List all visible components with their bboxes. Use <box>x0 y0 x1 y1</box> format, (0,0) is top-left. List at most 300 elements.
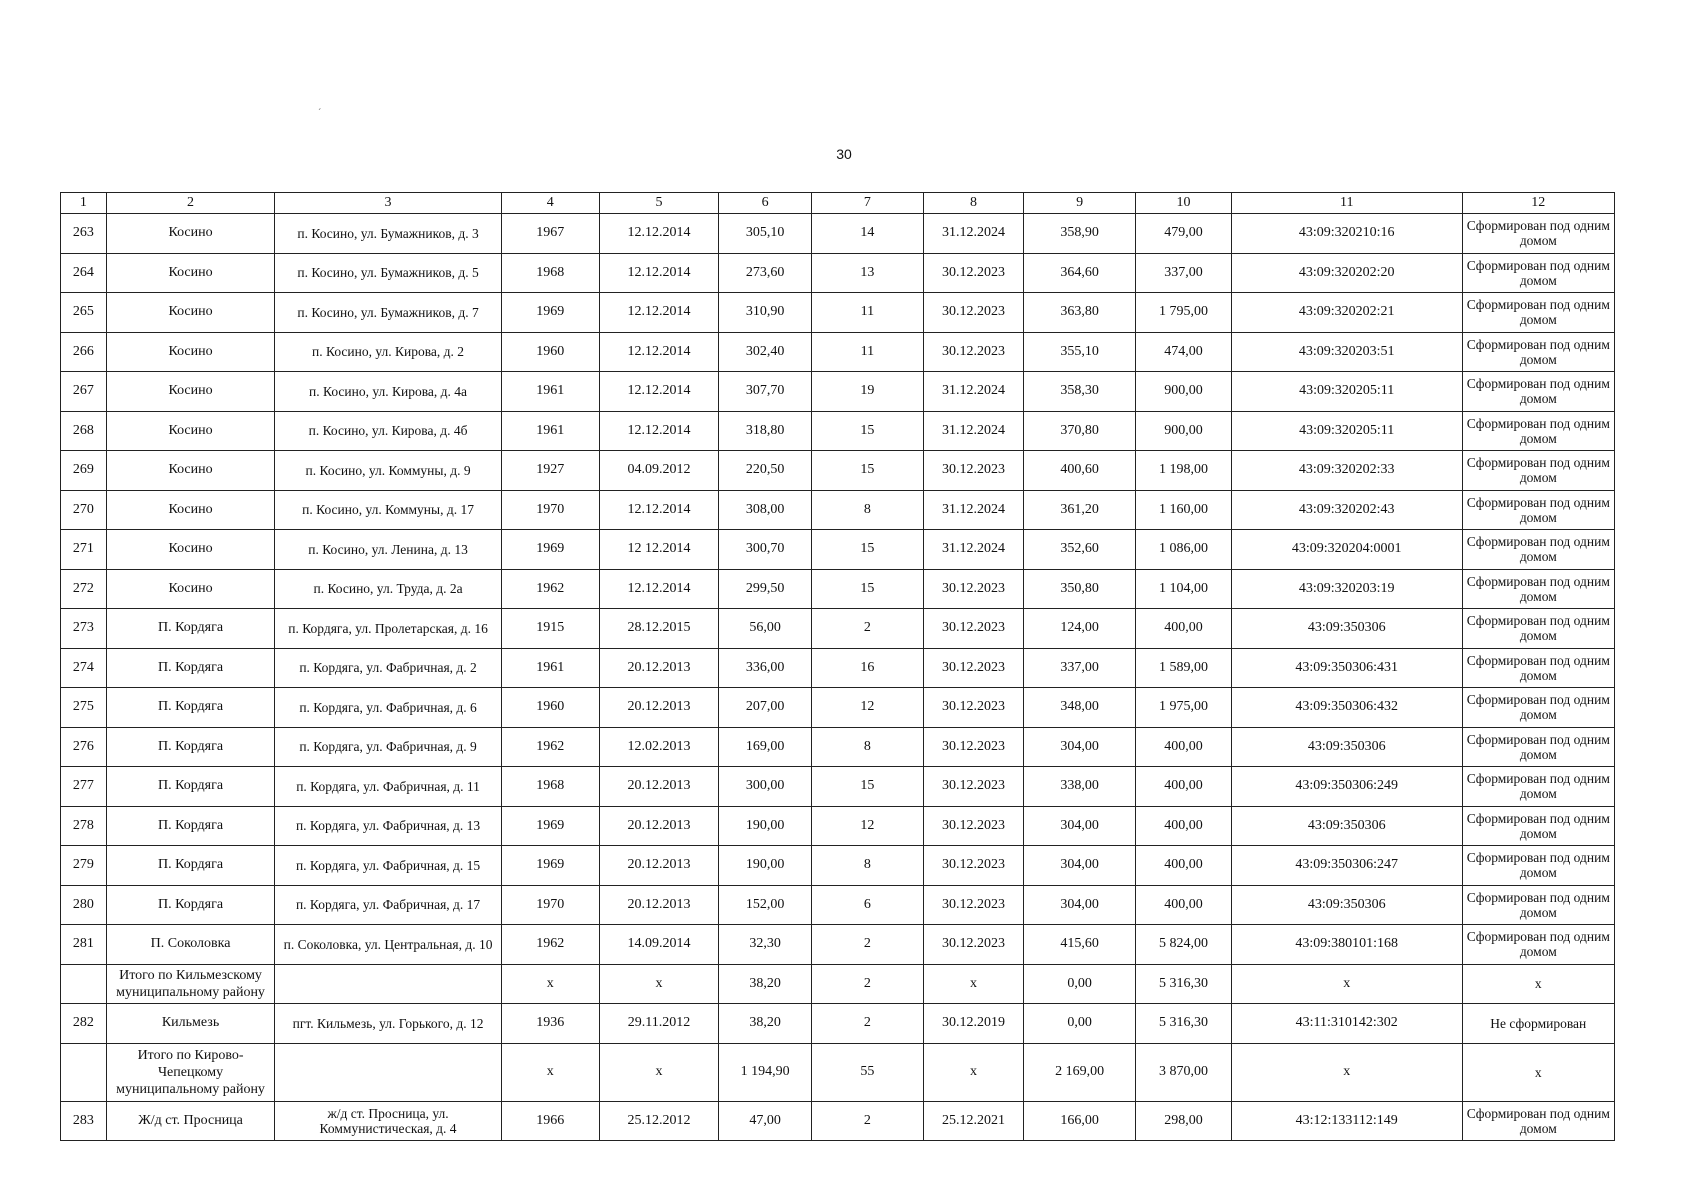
page-number: 30 <box>836 146 852 162</box>
cell-address: п. Косино, ул. Кирова, д. 4а <box>275 372 501 412</box>
cell-value9: 304,00 <box>1024 885 1136 925</box>
cell-cadastral: 43:11:310142:302 <box>1231 1004 1462 1044</box>
cell-cadastral: 43:09:320202:21 <box>1231 293 1462 333</box>
cell-value9: 304,00 <box>1024 727 1136 767</box>
cell-settlement: Кильмезь <box>106 1004 275 1044</box>
cell-no: 268 <box>61 411 107 451</box>
cell-no: 274 <box>61 648 107 688</box>
cell-status: Сформирован под одним домом <box>1462 372 1614 412</box>
cell-no: 269 <box>61 451 107 491</box>
cell-status: Сформирован под одним домом <box>1462 885 1614 925</box>
cell-count: 15 <box>811 411 923 451</box>
cell-count: 8 <box>811 727 923 767</box>
cell-date: x <box>599 964 719 1004</box>
cell-area: 169,00 <box>719 727 812 767</box>
cell-cadastral: 43:09:350306:247 <box>1231 846 1462 886</box>
column-header-5: 5 <box>599 193 719 214</box>
cell-cadastral: 43:09:350306:432 <box>1231 688 1462 728</box>
column-header-1: 1 <box>61 193 107 214</box>
cell-address: п. Кордяга, ул. Фабричная, д. 11 <box>275 767 501 807</box>
cell-cadastral: 43:12:133112:149 <box>1231 1101 1462 1141</box>
cell-no: 276 <box>61 727 107 767</box>
cell-deadline: x <box>923 964 1023 1004</box>
cell-address: пгт. Кильмезь, ул. Горького, д. 12 <box>275 1004 501 1044</box>
cell-value10: 5 824,00 <box>1136 925 1232 965</box>
cell-settlement: П. Кордяга <box>106 767 275 807</box>
cell-address: п. Косино, ул. Кирова, д. 4б <box>275 411 501 451</box>
cell-value10: 400,00 <box>1136 609 1232 649</box>
cell-year: 1961 <box>501 411 599 451</box>
table-row <box>61 490 1615 530</box>
cell-cadastral: x <box>1231 1043 1462 1101</box>
cell-address: п. Соколовка, ул. Центральная, д. 10 <box>275 925 501 965</box>
cell-deadline: 30.12.2023 <box>923 253 1023 293</box>
cell-status: Сформирован под одним домом <box>1462 253 1614 293</box>
cell-value10: 400,00 <box>1136 885 1232 925</box>
table-row <box>61 451 1615 491</box>
cell-value10: 5 316,30 <box>1136 1004 1232 1044</box>
cell-year: 1966 <box>501 1101 599 1141</box>
cell-count: 12 <box>811 806 923 846</box>
table-row <box>61 253 1615 293</box>
column-header-7: 7 <box>811 193 923 214</box>
cell-date: 29.11.2012 <box>599 1004 719 1044</box>
table-row <box>61 411 1615 451</box>
cell-area: 190,00 <box>719 846 812 886</box>
cell-settlement: П. Соколовка <box>106 925 275 965</box>
cell-area: 299,50 <box>719 569 812 609</box>
table-row <box>61 767 1615 807</box>
cell-year: 1936 <box>501 1004 599 1044</box>
cell-settlement: П. Кордяга <box>106 885 275 925</box>
cell-settlement: Косино <box>106 411 275 451</box>
cell-status: Сформирован под одним домом <box>1462 925 1614 965</box>
cell-value10: 479,00 <box>1136 214 1232 254</box>
cell-cadastral: 43:09:350306 <box>1231 885 1462 925</box>
cell-cadastral: 43:09:350306 <box>1231 727 1462 767</box>
cell-settlement: П. Кордяга <box>106 609 275 649</box>
cell-deadline: 30.12.2023 <box>923 688 1023 728</box>
cell-address: п. Кордяга, ул. Фабричная, д. 15 <box>275 846 501 886</box>
cell-year: 1962 <box>501 727 599 767</box>
cell-count: 2 <box>811 964 923 1004</box>
cell-value9: 166,00 <box>1024 1101 1136 1141</box>
cell-cadastral: 43:09:320202:43 <box>1231 490 1462 530</box>
cell-cadastral: 43:09:320204:0001 <box>1231 530 1462 570</box>
cell-cadastral: 43:09:320205:11 <box>1231 372 1462 412</box>
cell-count: 55 <box>811 1043 923 1101</box>
cell-deadline: 30.12.2023 <box>923 648 1023 688</box>
cell-date: 20.12.2013 <box>599 806 719 846</box>
cell-status: Сформирован под одним домом <box>1462 1101 1614 1141</box>
cell-count: 15 <box>811 767 923 807</box>
cell-cadastral: 43:09:320203:19 <box>1231 569 1462 609</box>
cell-address: п. Косино, ул. Коммуны, д. 9 <box>275 451 501 491</box>
cell-status: Сформирован под одним домом <box>1462 767 1614 807</box>
cell-deadline: 30.12.2023 <box>923 332 1023 372</box>
cell-year: 1968 <box>501 253 599 293</box>
cell-status: Сформирован под одним домом <box>1462 569 1614 609</box>
cell-deadline: 31.12.2024 <box>923 411 1023 451</box>
cell-value10: 400,00 <box>1136 727 1232 767</box>
cell-area: 1 194,90 <box>719 1043 812 1101</box>
cell-count: 2 <box>811 1101 923 1141</box>
cell-date: 12.12.2014 <box>599 490 719 530</box>
cell-address: п. Косино, ул. Бумажников, д. 5 <box>275 253 501 293</box>
cell-date: 20.12.2013 <box>599 885 719 925</box>
cell-cadastral: x <box>1231 964 1462 1004</box>
cell-status: Сформирован под одним домом <box>1462 490 1614 530</box>
table-row <box>61 1004 1615 1044</box>
cell-date: 28.12.2015 <box>599 609 719 649</box>
cell-status: Сформирован под одним домом <box>1462 530 1614 570</box>
cell-address: п. Кордяга, ул. Фабричная, д. 17 <box>275 885 501 925</box>
cell-year: 1969 <box>501 846 599 886</box>
cell-status: Сформирован под одним домом <box>1462 846 1614 886</box>
cell-value10: 337,00 <box>1136 253 1232 293</box>
table-row <box>61 648 1615 688</box>
cell-year: 1962 <box>501 569 599 609</box>
table-row <box>61 530 1615 570</box>
cell-area: 220,50 <box>719 451 812 491</box>
cell-value10: 1 104,00 <box>1136 569 1232 609</box>
cell-status: Сформирован под одним домом <box>1462 727 1614 767</box>
cell-address: ж/д ст. Просница, ул. Коммунистическая, д. 4 <box>275 1101 501 1141</box>
cell-deadline: 30.12.2023 <box>923 451 1023 491</box>
cell-area: 38,20 <box>719 1004 812 1044</box>
cell-address: п. Косино, ул. Бумажников, д. 7 <box>275 293 501 333</box>
cell-deadline: 31.12.2024 <box>923 490 1023 530</box>
cell-value10: 1 975,00 <box>1136 688 1232 728</box>
cell-count: 2 <box>811 1004 923 1044</box>
cell-area: 308,00 <box>719 490 812 530</box>
cell-count: 11 <box>811 293 923 333</box>
cell-year: 1927 <box>501 451 599 491</box>
subtotal-label: Итого по Кильмезскому муниципальному району <box>106 964 275 1004</box>
cell-no: 263 <box>61 214 107 254</box>
cell-status: Сформирован под одним домом <box>1462 293 1614 333</box>
cell-area: 47,00 <box>719 1101 812 1141</box>
column-header-12: 12 <box>1462 193 1614 214</box>
cell-date: 12.02.2013 <box>599 727 719 767</box>
cell-value10: 400,00 <box>1136 806 1232 846</box>
cell-value9: 364,60 <box>1024 253 1136 293</box>
cell-status: x <box>1462 1043 1614 1101</box>
cell-area: 300,70 <box>719 530 812 570</box>
cell-count: 12 <box>811 688 923 728</box>
column-header-4: 4 <box>501 193 599 214</box>
cell-no: 270 <box>61 490 107 530</box>
cell-year: 1961 <box>501 372 599 412</box>
cell-area: 310,90 <box>719 293 812 333</box>
cell-address: п. Косино, ул. Кирова, д. 2 <box>275 332 501 372</box>
cell-no <box>61 964 107 1004</box>
cell-cadastral: 43:09:320202:33 <box>1231 451 1462 491</box>
cell-year: 1915 <box>501 609 599 649</box>
cell-year: 1968 <box>501 767 599 807</box>
cell-value10: 298,00 <box>1136 1101 1232 1141</box>
cell-deadline: 30.12.2023 <box>923 925 1023 965</box>
subtotal-row <box>61 964 1615 1004</box>
cell-date: 12.12.2014 <box>599 569 719 609</box>
cell-count: 15 <box>811 530 923 570</box>
cell-count: 16 <box>811 648 923 688</box>
cell-settlement: Ж/д ст. Просница <box>106 1101 275 1141</box>
cell-deadline: 25.12.2021 <box>923 1101 1023 1141</box>
cell-value9: 358,30 <box>1024 372 1136 412</box>
cell-status: Сформирован под одним домом <box>1462 332 1614 372</box>
cell-area: 300,00 <box>719 767 812 807</box>
cell-address: п. Косино, ул. Коммуны, д. 17 <box>275 490 501 530</box>
cell-no: 267 <box>61 372 107 412</box>
cell-cadastral: 43:09:350306 <box>1231 806 1462 846</box>
cell-date: 25.12.2012 <box>599 1101 719 1141</box>
table-row <box>61 688 1615 728</box>
cell-date: 12.12.2014 <box>599 293 719 333</box>
cell-settlement: П. Кордяга <box>106 806 275 846</box>
cell-value10: 5 316,30 <box>1136 964 1232 1004</box>
cell-area: 302,40 <box>719 332 812 372</box>
column-number-row <box>61 193 1615 214</box>
cell-value9: 304,00 <box>1024 846 1136 886</box>
cell-cadastral: 43:09:320210:16 <box>1231 214 1462 254</box>
cell-deadline: 31.12.2024 <box>923 214 1023 254</box>
cell-settlement: Косино <box>106 490 275 530</box>
cell-count: 19 <box>811 372 923 412</box>
cell-deadline: 30.12.2023 <box>923 609 1023 649</box>
cell-area: 305,10 <box>719 214 812 254</box>
cell-no: 266 <box>61 332 107 372</box>
cell-area: 152,00 <box>719 885 812 925</box>
cell-value10: 1 589,00 <box>1136 648 1232 688</box>
cell-area: 273,60 <box>719 253 812 293</box>
cell-value9: 304,00 <box>1024 806 1136 846</box>
cell-area: 56,00 <box>719 609 812 649</box>
cell-cadastral: 43:09:350306:249 <box>1231 767 1462 807</box>
subtotal-label: Итого по Кирово-Чепецкому муниципальному району <box>106 1043 275 1101</box>
cell-year: 1969 <box>501 293 599 333</box>
cell-count: 8 <box>811 846 923 886</box>
cell-settlement: Косино <box>106 253 275 293</box>
cell-count: 2 <box>811 609 923 649</box>
cell-value10: 400,00 <box>1136 846 1232 886</box>
cell-address: п. Кордяга, ул. Фабричная, д. 2 <box>275 648 501 688</box>
cell-value10: 400,00 <box>1136 767 1232 807</box>
cell-value9: 124,00 <box>1024 609 1136 649</box>
cell-value9: 358,90 <box>1024 214 1136 254</box>
cell-deadline: x <box>923 1043 1023 1101</box>
cell-status: Сформирован под одним домом <box>1462 451 1614 491</box>
cell-date: x <box>599 1043 719 1101</box>
column-header-11: 11 <box>1231 193 1462 214</box>
cell-settlement: Косино <box>106 569 275 609</box>
cell-deadline: 31.12.2024 <box>923 530 1023 570</box>
cell-value10: 900,00 <box>1136 372 1232 412</box>
cell-date: 20.12.2013 <box>599 648 719 688</box>
cell-year: x <box>501 964 599 1004</box>
cell-count: 15 <box>811 569 923 609</box>
cell-no: 277 <box>61 767 107 807</box>
column-header-2: 2 <box>106 193 275 214</box>
cell-date: 20.12.2013 <box>599 846 719 886</box>
cell-date: 12 12.2014 <box>599 530 719 570</box>
cell-date: 12.12.2014 <box>599 214 719 254</box>
cell-value10: 900,00 <box>1136 411 1232 451</box>
cell-status: Сформирован под одним домом <box>1462 806 1614 846</box>
cell-deadline: 30.12.2023 <box>923 846 1023 886</box>
cell-area: 307,70 <box>719 372 812 412</box>
cell-settlement: Косино <box>106 451 275 491</box>
table-row <box>61 372 1615 412</box>
cell-year: 1962 <box>501 925 599 965</box>
cell-settlement: Косино <box>106 372 275 412</box>
cell-address: п. Кордяга, ул. Фабричная, д. 13 <box>275 806 501 846</box>
cell-no: 275 <box>61 688 107 728</box>
cell-no: 283 <box>61 1101 107 1141</box>
cell-no: 265 <box>61 293 107 333</box>
cell-address: п. Косино, ул. Ленина, д. 13 <box>275 530 501 570</box>
cell-value9: 355,10 <box>1024 332 1136 372</box>
cell-no: 271 <box>61 530 107 570</box>
cell-status: Сформирован под одним домом <box>1462 609 1614 649</box>
housing-register-table <box>60 192 1615 1141</box>
cell-value10: 474,00 <box>1136 332 1232 372</box>
cell-value10: 3 870,00 <box>1136 1043 1232 1101</box>
table-row <box>61 727 1615 767</box>
cell-no: 272 <box>61 569 107 609</box>
column-header-8: 8 <box>923 193 1023 214</box>
cell-value9: 337,00 <box>1024 648 1136 688</box>
cell-no: 279 <box>61 846 107 886</box>
cell-address: п. Кордяга, ул. Пролетарская, д. 16 <box>275 609 501 649</box>
cell-date: 04.09.2012 <box>599 451 719 491</box>
cell-value9: 2 169,00 <box>1024 1043 1136 1101</box>
cell-status: x <box>1462 964 1614 1004</box>
cell-count: 11 <box>811 332 923 372</box>
cell-address <box>275 964 501 1004</box>
cell-address: п. Кордяга, ул. Фабричная, д. 9 <box>275 727 501 767</box>
cell-address: п. Косино, ул. Труда, д. 2а <box>275 569 501 609</box>
cell-value9: 0,00 <box>1024 964 1136 1004</box>
cell-address <box>275 1043 501 1101</box>
cell-deadline: 30.12.2023 <box>923 806 1023 846</box>
cell-cadastral: 43:09:320203:51 <box>1231 332 1462 372</box>
cell-settlement: П. Кордяга <box>106 648 275 688</box>
cell-settlement: П. Кордяга <box>106 727 275 767</box>
column-header-3: 3 <box>275 193 501 214</box>
cell-deadline: 30.12.2023 <box>923 727 1023 767</box>
table-row <box>61 214 1615 254</box>
cell-value9: 400,60 <box>1024 451 1136 491</box>
cell-status: Сформирован под одним домом <box>1462 214 1614 254</box>
cell-no: 264 <box>61 253 107 293</box>
cell-settlement: Косино <box>106 293 275 333</box>
cell-cadastral: 43:09:350306:431 <box>1231 648 1462 688</box>
cell-status: Сформирован под одним домом <box>1462 688 1614 728</box>
cell-address: п. Косино, ул. Бумажников, д. 3 <box>275 214 501 254</box>
cell-area: 207,00 <box>719 688 812 728</box>
cell-deadline: 30.12.2023 <box>923 767 1023 807</box>
cell-cadastral: 43:09:350306 <box>1231 609 1462 649</box>
cell-date: 20.12.2013 <box>599 688 719 728</box>
column-header-10: 10 <box>1136 193 1232 214</box>
cell-value9: 352,60 <box>1024 530 1136 570</box>
cell-value9: 350,80 <box>1024 569 1136 609</box>
cell-cadastral: 43:09:320202:20 <box>1231 253 1462 293</box>
cell-area: 190,00 <box>719 806 812 846</box>
cell-count: 13 <box>811 253 923 293</box>
cell-count: 8 <box>811 490 923 530</box>
cell-date: 12.12.2014 <box>599 332 719 372</box>
cell-value9: 361,20 <box>1024 490 1136 530</box>
cell-year: 1969 <box>501 530 599 570</box>
cell-year: 1961 <box>501 648 599 688</box>
cell-value9: 363,80 <box>1024 293 1136 333</box>
table-row <box>61 925 1615 965</box>
cell-deadline: 31.12.2024 <box>923 372 1023 412</box>
table-row <box>61 885 1615 925</box>
cell-value10: 1 198,00 <box>1136 451 1232 491</box>
cell-address: п. Кордяга, ул. Фабричная, д. 6 <box>275 688 501 728</box>
cell-area: 38,20 <box>719 964 812 1004</box>
table-row <box>61 332 1615 372</box>
cell-status: Сформирован под одним домом <box>1462 411 1614 451</box>
subtotal-row <box>61 1043 1615 1101</box>
cell-no: 282 <box>61 1004 107 1044</box>
cell-no: 281 <box>61 925 107 965</box>
cell-area: 336,00 <box>719 648 812 688</box>
cell-value9: 338,00 <box>1024 767 1136 807</box>
cell-settlement: Косино <box>106 214 275 254</box>
cell-settlement: Косино <box>106 332 275 372</box>
cell-value10: 1 795,00 <box>1136 293 1232 333</box>
scan-speck: ˊ <box>318 108 322 119</box>
column-header-6: 6 <box>719 193 812 214</box>
cell-deadline: 30.12.2023 <box>923 885 1023 925</box>
cell-year: x <box>501 1043 599 1101</box>
cell-count: 2 <box>811 925 923 965</box>
cell-no: 273 <box>61 609 107 649</box>
cell-deadline: 30.12.2023 <box>923 293 1023 333</box>
cell-count: 14 <box>811 214 923 254</box>
cell-year: 1970 <box>501 490 599 530</box>
cell-value9: 0,00 <box>1024 1004 1136 1044</box>
column-header-9: 9 <box>1024 193 1136 214</box>
cell-year: 1967 <box>501 214 599 254</box>
table-row <box>61 609 1615 649</box>
cell-settlement: П. Кордяга <box>106 846 275 886</box>
cell-value10: 1 160,00 <box>1136 490 1232 530</box>
cell-year: 1970 <box>501 885 599 925</box>
cell-area: 318,80 <box>719 411 812 451</box>
cell-year: 1969 <box>501 806 599 846</box>
cell-date: 14.09.2014 <box>599 925 719 965</box>
cell-date: 12.12.2014 <box>599 411 719 451</box>
table-row <box>61 1101 1615 1141</box>
cell-cadastral: 43:09:320205:11 <box>1231 411 1462 451</box>
cell-value9: 415,60 <box>1024 925 1136 965</box>
cell-settlement: Косино <box>106 530 275 570</box>
cell-deadline: 30.12.2019 <box>923 1004 1023 1044</box>
table-row <box>61 569 1615 609</box>
cell-date: 20.12.2013 <box>599 767 719 807</box>
cell-no: 280 <box>61 885 107 925</box>
cell-count: 6 <box>811 885 923 925</box>
cell-year: 1960 <box>501 688 599 728</box>
cell-status: Сформирован под одним домом <box>1462 648 1614 688</box>
cell-deadline: 30.12.2023 <box>923 569 1023 609</box>
table-body <box>61 214 1615 1141</box>
